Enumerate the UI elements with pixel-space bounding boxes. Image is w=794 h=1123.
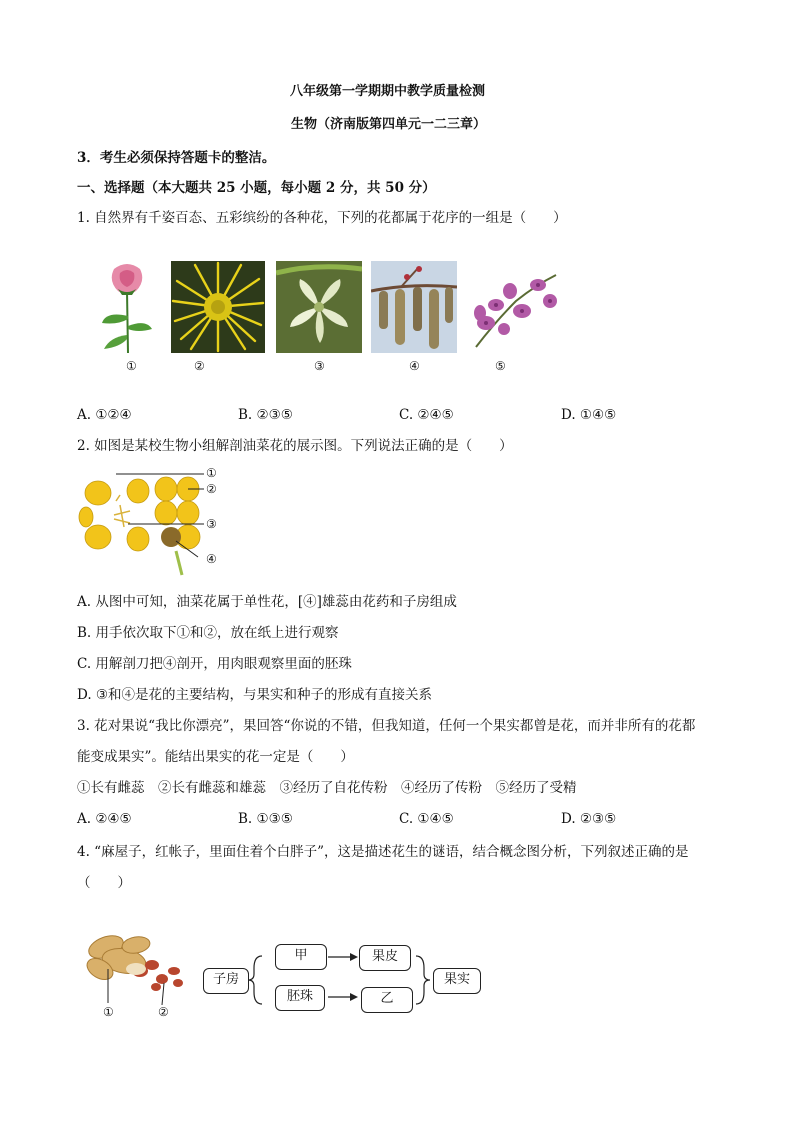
q3-option-b[interactable]: B. ①③⑤ xyxy=(238,811,293,827)
q3-stem-line2: 能变成果实”。能结出果实的花一定是（ ） xyxy=(77,749,354,765)
q4-label-1: ① xyxy=(103,1005,114,1019)
q2-label-3: ③ xyxy=(206,517,217,531)
q2-label-1: ① xyxy=(206,466,217,480)
q4-label-2: ② xyxy=(158,1005,169,1019)
concept-guopi: 果皮 xyxy=(359,945,411,971)
q1-label-3: ③ xyxy=(314,359,325,373)
concept-yi: 乙 xyxy=(361,987,413,1013)
q1-stem: 1. 自然界有千姿百态、五彩缤纷的各种花，下列的花都属于花序的一组是（ ） xyxy=(77,210,567,226)
rose-image xyxy=(96,261,158,353)
exam-subtitle: 生物（济南版第四单元一二三章） xyxy=(291,117,487,132)
white-flower-image xyxy=(276,261,362,353)
q4-stem-line2: （ ） xyxy=(77,875,131,891)
q1-option-d[interactable]: D. ①④⑤ xyxy=(561,407,617,423)
q2-option-d[interactable]: D. ③和④是花的主要结构，与果实和种子的形成有直接关系 xyxy=(77,687,433,703)
q3-option-a[interactable]: A. ②④⑤ xyxy=(77,811,132,827)
q3-option-c[interactable]: C. ①④⑤ xyxy=(399,811,454,827)
chrysanthemum-image xyxy=(171,261,265,353)
q2-label-4: ④ xyxy=(206,552,217,566)
q2-label-2: ② xyxy=(206,482,217,496)
q1-option-a[interactable]: A. ①②④ xyxy=(77,407,132,423)
concept-fruit: 果实 xyxy=(433,968,481,994)
q2-option-c[interactable]: C. 用解剖刀把④剖开，用肉眼观察里面的胚珠 xyxy=(77,656,352,672)
note-3: 3．考生必须保持答题卡的整洁。 xyxy=(77,150,276,166)
exam-title: 八年级第一学期期中教学质量检测 xyxy=(290,84,486,99)
q3-stem-line1: 3. 花对果说“我比你漂亮”，果回答“你说的不错，但我知道，任何一个果实都曾是花，而并非所有的花都 xyxy=(77,718,696,734)
q2-option-b[interactable]: B. 用手依次取下①和②，放在纸上进行观察 xyxy=(77,625,339,641)
catkin-image xyxy=(371,261,457,353)
q1-option-b[interactable]: B. ②③⑤ xyxy=(238,407,293,423)
q1-label-4: ④ xyxy=(409,359,420,373)
concept-jia: 甲 xyxy=(275,944,327,970)
q1-label-5: ⑤ xyxy=(495,359,506,373)
orchid-image xyxy=(466,261,562,353)
q4-stem-line1: 4. “麻屋子，红帐子，里面住着个白胖子”，这是描述花生的谜语，结合概念图分析，下列叙述正确的是 xyxy=(77,844,689,860)
q1-option-c[interactable]: C. ②④⑤ xyxy=(399,407,454,423)
q2-option-a[interactable]: A. 从图中可知，油菜花属于单性花，[④]雄蕊由花药和子房组成 xyxy=(77,594,457,610)
q1-label-1: ① xyxy=(126,359,137,373)
q2-stem: 2. 如图是某校生物小组解剖油菜花的展示图。下列说法正确的是（ ） xyxy=(77,438,513,454)
q1-label-2: ② xyxy=(194,359,205,373)
section-heading: 一、选择题（本大题共 25 小题，每小题 2 分，共 50 分） xyxy=(77,180,436,196)
concept-ovary: 子房 xyxy=(203,968,249,994)
q3-option-d[interactable]: D. ②③⑤ xyxy=(561,811,617,827)
concept-peizhu: 胚珠 xyxy=(275,985,325,1011)
peanut-image xyxy=(82,925,188,1017)
q3-choices: ①长有雌蕊 ②长有雌蕊和雄蕊 ③经历了自花传粉 ④经历了传粉 ⑤经历了受精 xyxy=(77,780,577,796)
